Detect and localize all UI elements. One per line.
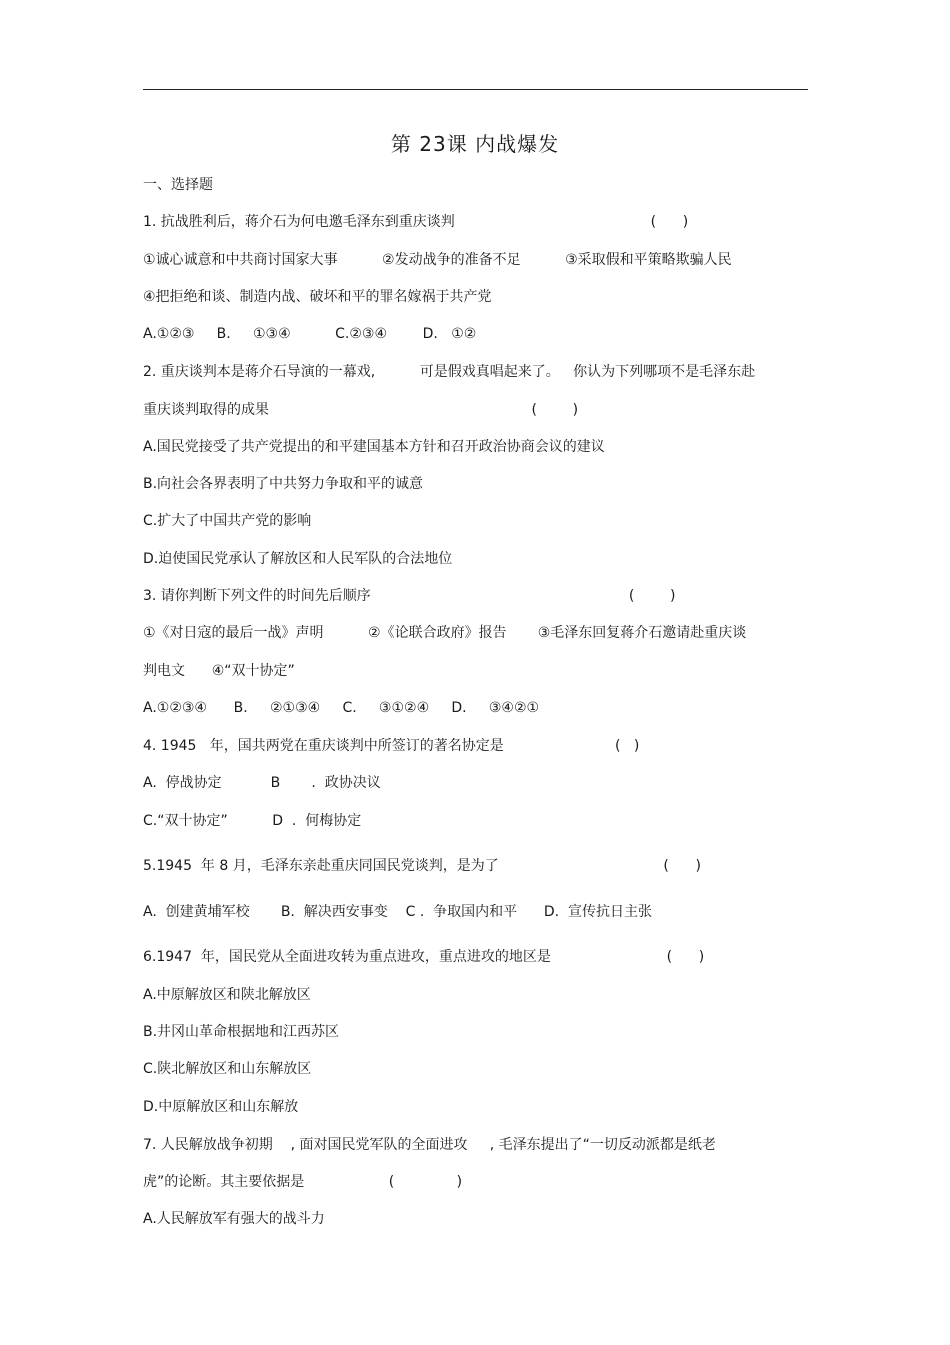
question-line: A.国民党接受了共产党提出的和平建国基本方针和召开政治协商会议的建议 [143, 439, 605, 455]
question-line: A.①②③ B. ①③④ C.②③④ D. ①② [143, 326, 477, 342]
question-line: C.扩大了中国共产党的影响 [143, 513, 312, 529]
question-line: B.井冈山革命根据地和江西苏区 [143, 1024, 340, 1040]
question-line: 判电文 ④“双十协定” [143, 663, 295, 679]
question-line: A.人民解放军有强大的战斗力 [143, 1211, 325, 1227]
section-heading: 一、选择题 [143, 177, 213, 193]
question-line: ①诚心诚意和中共商讨国家大事 ②发动战争的准备不足 ③采取假和平策略欺骗人民 [143, 252, 732, 268]
question-line: ④把拒绝和谈、制造内战、破坏和平的罪名嫁祸于共产党 [143, 289, 492, 305]
header-rule [143, 89, 808, 90]
question-line: 5.1945 年 8 月，毛泽东亲赴重庆同国民党谈判，是为了 ( ) [143, 858, 701, 874]
question-line: A. 停战协定 B . 政协决议 [143, 775, 381, 791]
question-line: D.迫使国民党承认了解放区和人民军队的合法地位 [143, 551, 453, 567]
question-line: A.①②③④ B. ②①③④ C. ③①②④ D. ③④②① [143, 700, 540, 716]
question-line: 3. 请你判断下列文件的时间先后顺序 ( ) [143, 588, 676, 604]
question-line: 2. 重庆谈判本是蒋介石导演的一幕戏, 可是假戏真唱起来了。 你认为下列哪项不是毛泽东赴 [143, 364, 756, 380]
question-line: 虎”的论断。其主要依据是 ( ) [143, 1174, 463, 1190]
question-line: C.“双十协定” D . 何梅协定 [143, 813, 362, 829]
question-line: B.向社会各界表明了中共努力争取和平的诚意 [143, 476, 424, 492]
question-line: 1. 抗战胜利后，蒋介石为何电邀毛泽东到重庆谈判 ( ) [143, 214, 689, 230]
question-line: A. 创建黄埔军校 B. 解决西安事变 C . 争取国内和平 D. 宣传抗日主张 [143, 904, 652, 920]
question-line: 4. 1945 年，国共两党在重庆谈判中所签订的著名协定是 ( ) [143, 738, 640, 754]
question-line: ①《对日寇的最后一战》声明 ②《论联合政府》报告 ③毛泽东回复蒋介石邀请赴重庆谈 [143, 625, 747, 641]
question-line: 重庆谈判取得的成果 ( ) [143, 402, 579, 418]
page-title: 第 23课 内战爆发 [390, 132, 560, 156]
question-line: A.中原解放区和陕北解放区 [143, 987, 311, 1003]
question-line: D.中原解放区和山东解放 [143, 1099, 299, 1115]
question-line: C.陕北解放区和山东解放区 [143, 1061, 312, 1077]
question-line: 7. 人民解放战争初期 , 面对国民党军队的全面进攻 , 毛泽东提出了“一切反动派都是纸老 [143, 1137, 716, 1153]
question-line: 6.1947 年，国民党从全面进攻转为重点进攻，重点进攻的地区是 ( ) [143, 949, 705, 965]
